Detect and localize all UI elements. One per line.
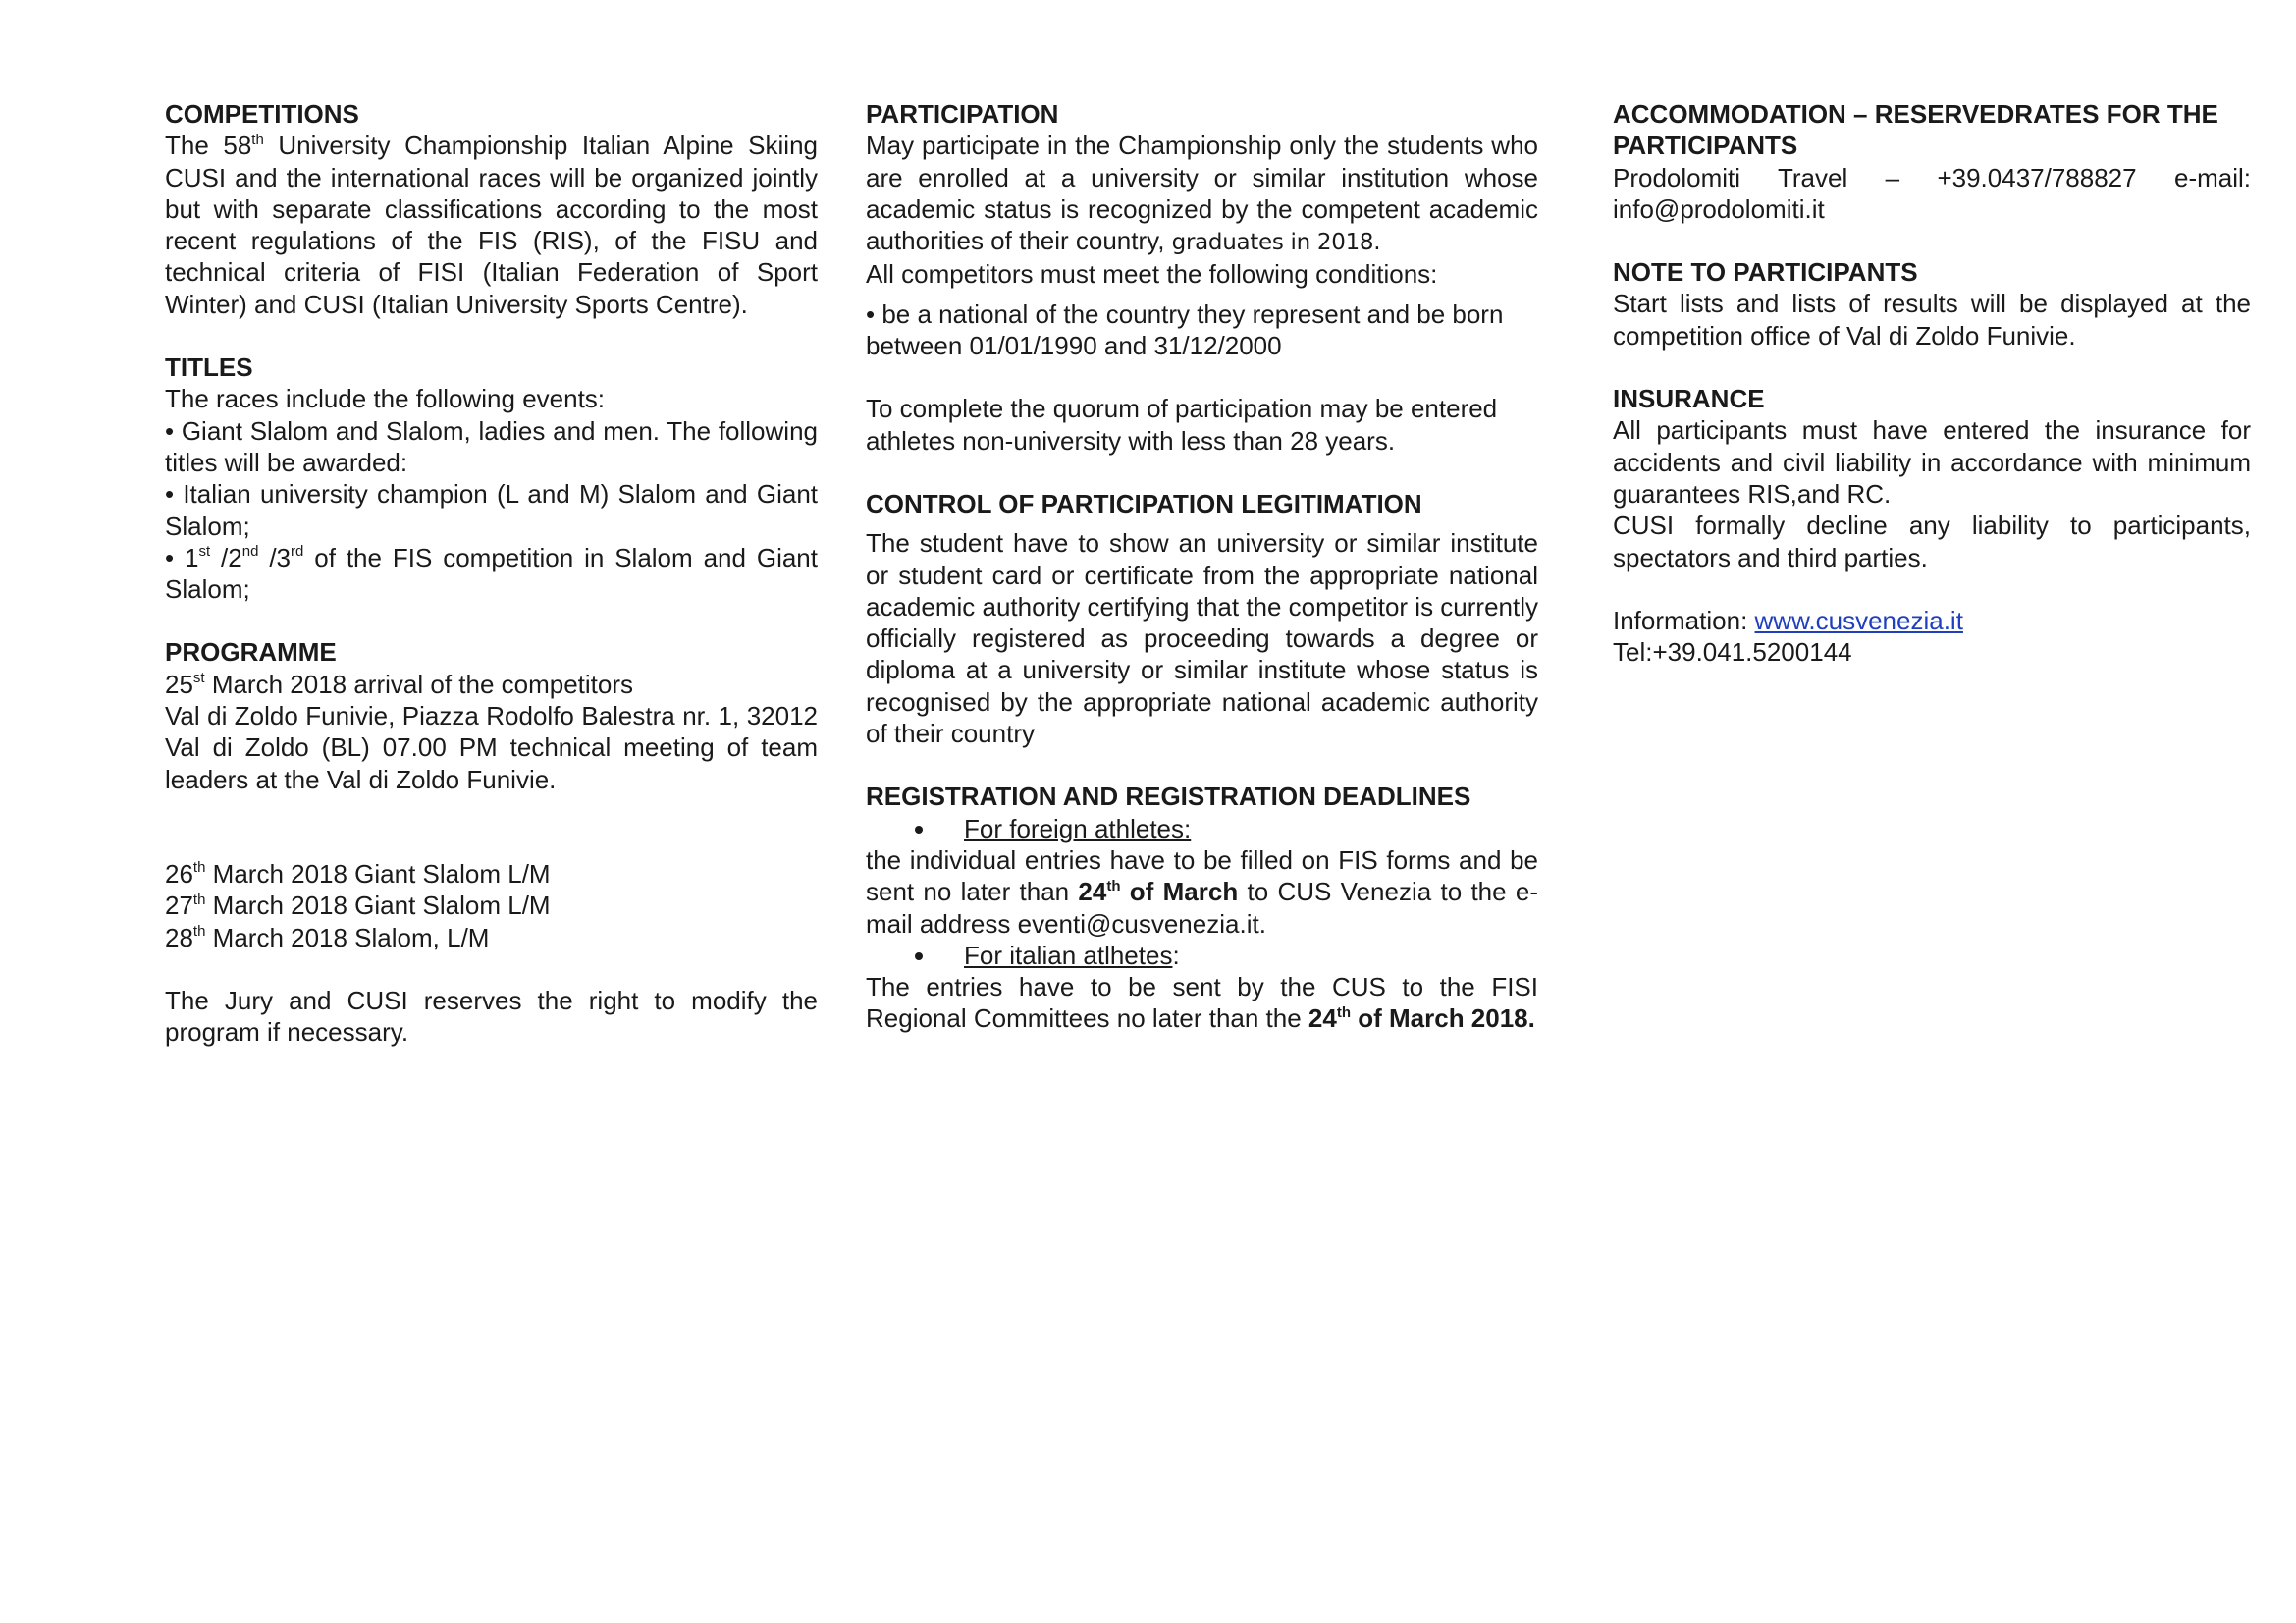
programme-heading: PROGRAMME: [165, 637, 337, 668]
participation-section: [866, 98, 1538, 457]
note-section: [1613, 256, 2251, 352]
control-heading: CONTROL OF PARTICIPATION LEGITIMATION: [866, 488, 1422, 518]
programme-day-3: 28th March 2018 Slalom, L/M: [165, 922, 490, 952]
titles-fis-podium: • 1st /2nd /3rd of the FIS competition in Slalom and Giant Slalom;: [165, 542, 818, 605]
titles-section: [165, 352, 818, 605]
participation-conditions: All competitors must meet the following conditions:: [866, 259, 1438, 290]
note-heading: NOTE TO PARTICIPANTS: [1613, 257, 1918, 288]
competitions-section: [165, 98, 818, 320]
column-left: [165, 98, 818, 1048]
insurance-text: All participants must have entered the insurance for accidents and civil liability in accordance with minimum guarantees RIS,and RC.: [1613, 415, 2251, 509]
titles-italian-champion: • Italian university champion (L and M) Slalom and Giant Slalom;: [165, 479, 818, 541]
information-line: Information: www.cusvenezia.it: [1613, 605, 1963, 635]
website-link[interactable]: www.cusvenezia.it: [1754, 605, 1963, 635]
programme-day-1: 26th March 2018 Giant Slalom L/M: [165, 858, 551, 889]
programme-day-2: 27th March 2018 Giant Slalom L/M: [165, 891, 551, 921]
registration-heading: REGISTRATION AND REGISTRATION DEADLINES: [866, 782, 1471, 812]
registration-foreign-bullet: For foreign athletes:: [866, 813, 1538, 844]
participation-heading: PARTICIPATION: [866, 99, 1059, 129]
control-text: The student have to show an university or similar institute or student card or certificate from the appropriate national academic authority certifying that the competitor is currently officially registered as proceeding towards a degree or diploma at a university or similar institute whose status is recognised by the appropriate national academic authority of their country: [866, 528, 1538, 749]
column-right: [1613, 98, 2251, 668]
column-middle: [866, 98, 1538, 1035]
registration-italian-text: The entries have to be sent by the CUS to the FISI Regional Committees no later than the 24th of March 2018.: [866, 972, 1538, 1034]
competitions-text: The 58th University Championship Italian Alpine Skiing CUSI and the international races will be organized jointly but with separate classifications according to the most recent regulations of the FIS (RIS), of the FISU and technical criteria of FISI (Italian Federation of Sport Winter) and CUSI (Italian University Sports Centre).: [165, 131, 818, 319]
participation-nationality: • be a national of the country they represent and be born between 01/01/1990 and 31/12/2000: [866, 298, 1504, 361]
programme-arrival: 25st March 2018 arrival of the competitors: [165, 669, 634, 699]
accommodation-heading: ACCOMMODATION – RESERVEDRATES FOR THE PARTICIPANTS: [1613, 99, 2218, 161]
registration-italian-bullet: For italian atlhetes:: [866, 940, 1538, 971]
titles-intro: The races include the following events:: [165, 384, 606, 414]
information-section: [1613, 605, 2251, 669]
accommodation-text: Prodolomiti Travel – +39.0437/788827 e-mail: info@prodolomiti.it: [1613, 162, 2251, 224]
programme-venue: Val di Zoldo Funivie, Piazza Rodolfo Balestra nr. 1, 32012 Val di Zoldo (BL) 07.00 PM technical meeting of team leaders at the Val di Zoldo Funivie.: [165, 701, 818, 794]
control-section: [866, 488, 1538, 749]
insurance-section: [1613, 383, 2251, 573]
information-tel: Tel:+39.041.5200144: [1613, 637, 1852, 668]
competitions-heading: COMPETITIONS: [165, 99, 359, 129]
insurance-liability: CUSI formally decline any liability to participants, spectators and third parties.: [1613, 511, 2251, 572]
titles-events: • Giant Slalom and Slalom, ladies and men. The following titles will be awarded:: [165, 415, 818, 477]
registration-section: [866, 781, 1538, 1034]
titles-heading: TITLES: [165, 352, 253, 383]
accommodation-section: [1613, 98, 2251, 225]
programme-note: The Jury and CUSI reserves the right to modify the program if necessary.: [165, 985, 818, 1048]
participation-quorum: To complete the quorum of participation may be entered athletes non-university with less than 28 years.: [866, 394, 1498, 456]
programme-section: [165, 636, 818, 1048]
insurance-heading: INSURANCE: [1613, 384, 1765, 414]
participation-eligibility: May participate in the Championship only the students who are enrolled at a university or similar institution whose academic status is recognized by the competent academic authorities of their country, graduates in 2018.: [866, 131, 1538, 256]
registration-foreign-text: the individual entries have to be filled on FIS forms and be sent no later than 24th of March to CUS Venezia to the e-mail address eventi@cusvenezia.it.: [866, 844, 1538, 939]
note-text: Start lists and lists of results will be displayed at the competition office of Val di Zoldo Funivie.: [1613, 289, 2251, 351]
